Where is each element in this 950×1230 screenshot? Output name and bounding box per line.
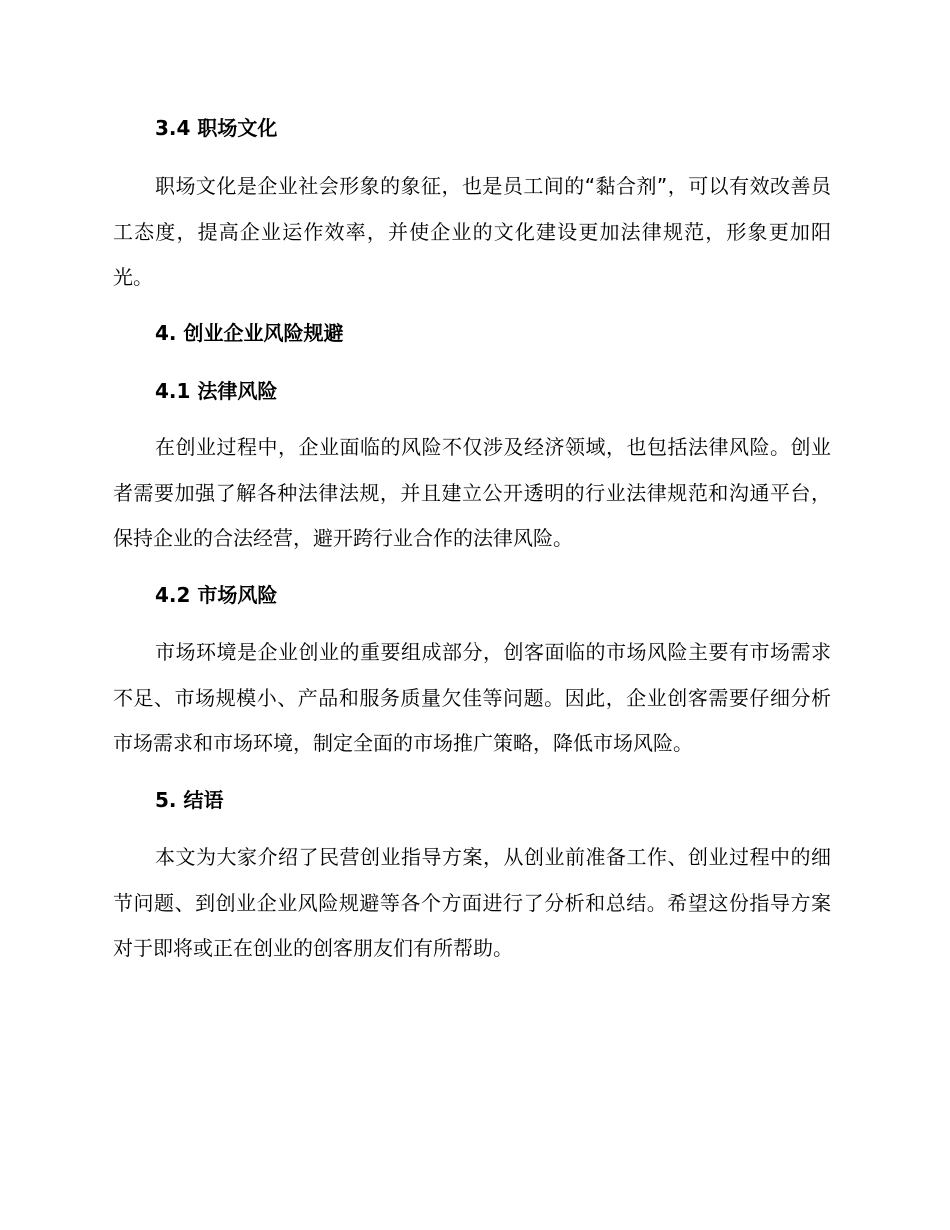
section-heading-workplace-culture: 3.4 职场文化 <box>155 116 278 140</box>
section-heading-market-risk: 4.2 市场风险 <box>155 583 278 607</box>
section-heading-risk-avoidance: 4. 创业企业风险规避 <box>155 321 344 345</box>
section-heading-conclusion: 5. 结语 <box>155 788 224 812</box>
paragraph-market-risk: 市场环境是企业创业的重要组成部分，创客面临的市场风险主要有市场需求不足、市场规模小、产品和服务质量欠佳等问题。因此，企业创客需要仔细分析市场需求和市场环境，制定全面的市场推广策略，降低市场风险。 <box>113 640 831 755</box>
paragraph-legal-risk: 在创业过程中，企业面临的风险不仅涉及经济领域，也包括法律风险。创业者需要加强了解各种法律法规，并且建立公开透明的行业法律规范和沟通平台，保持企业的合法经营，避开跨行业合作的法律风险。 <box>113 435 831 550</box>
paragraph-conclusion: 本文为大家介绍了民营创业指导方案，从创业前准备工作、创业过程中的细节问题、到创业企业风险规避等各个方面进行了分析和总结。希望这份指导方案对于即将或正在创业的创客朋友们有所帮助。 <box>113 845 831 960</box>
section-heading-legal-risk: 4.1 法律风险 <box>155 379 278 403</box>
paragraph-workplace-culture: 职场文化是企业社会形象的象征，也是员工间的“黏合剂”，可以有效改善员工态度，提高企业运作效率，并使企业的文化建设更加法律规范，形象更加阳光。 <box>113 174 831 289</box>
